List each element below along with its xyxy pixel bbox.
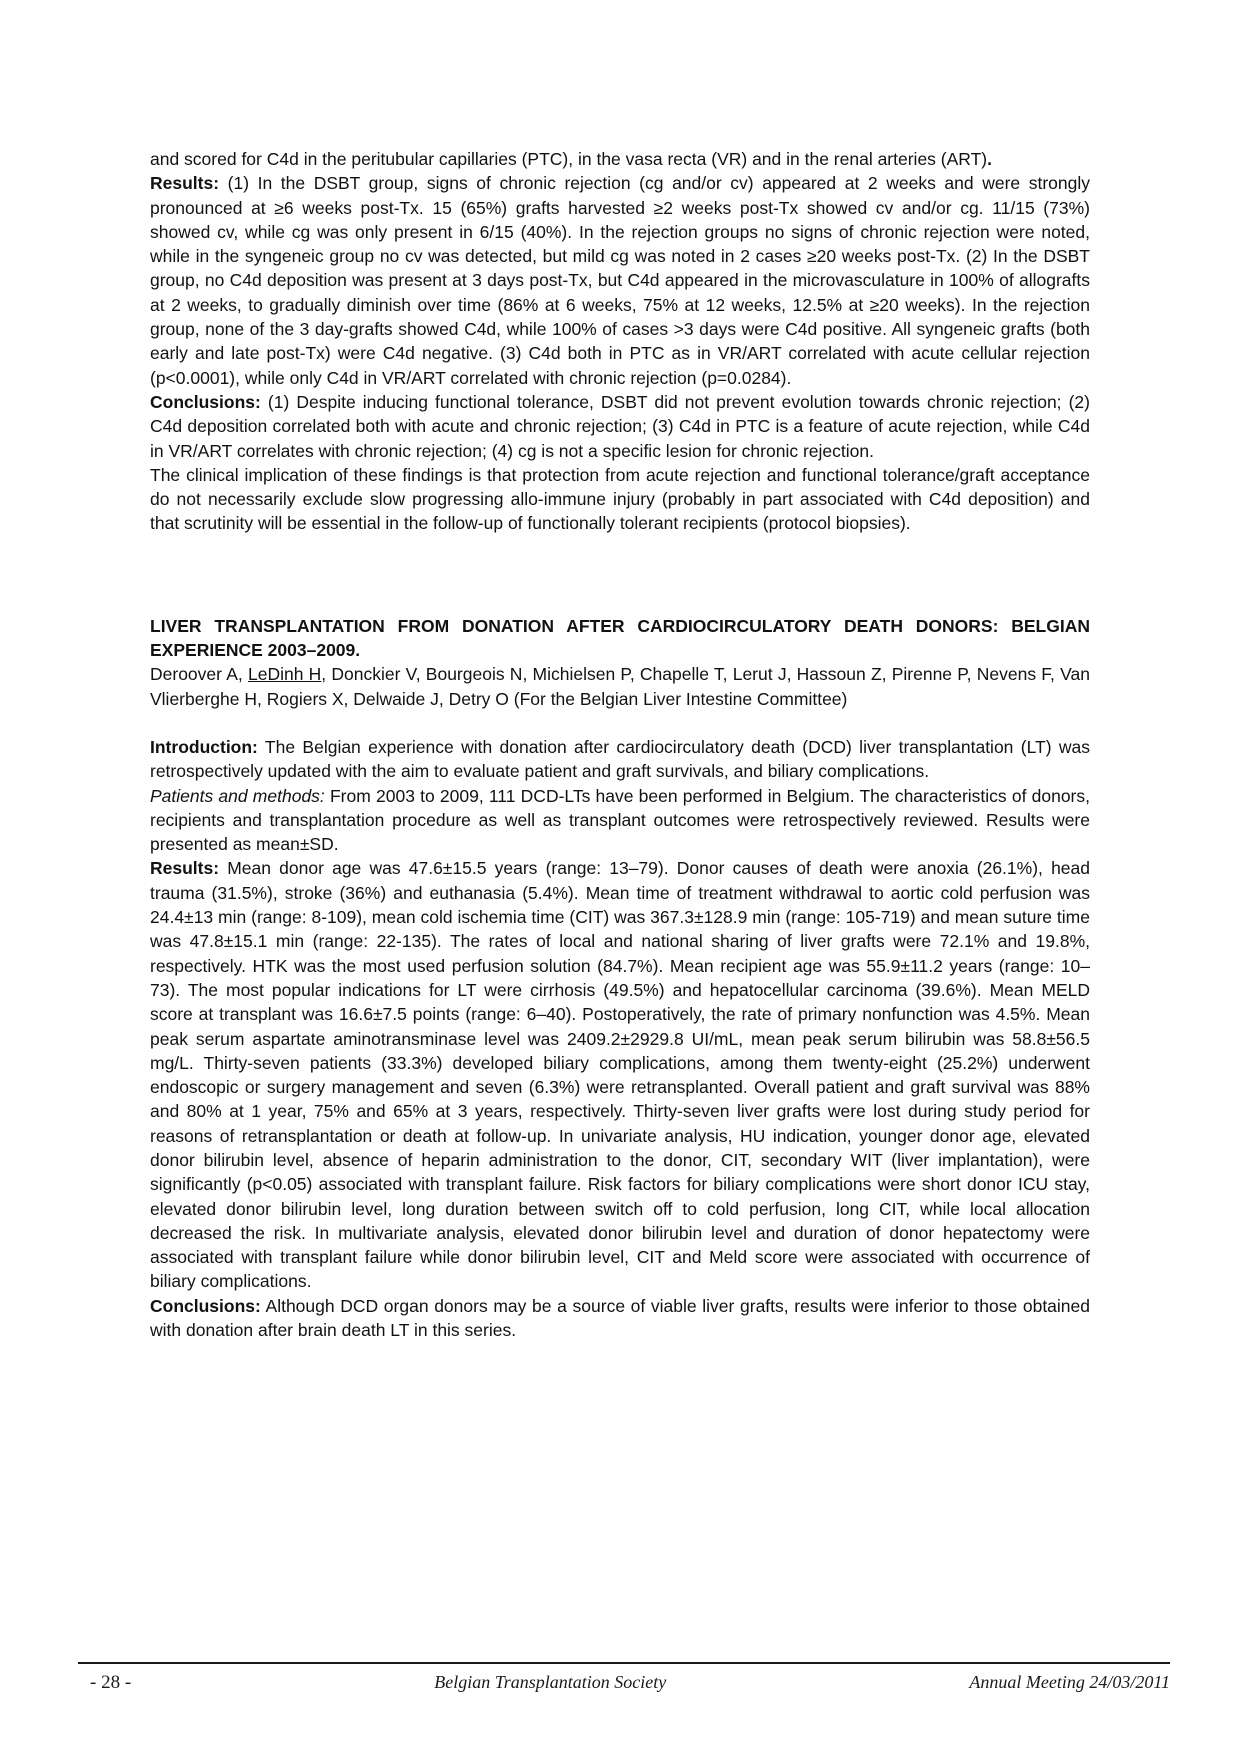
conclusions-label: Conclusions: (150, 391, 261, 412)
abstract2-conclusions-text: Although DCD organ donors may be a source of viable liver grafts, results were inferior to those obtained with donation after brain death LT in this series. (150, 1295, 1090, 1341)
abstract2-authors-part2: , Donckier V, Bourgeois N, Michielsen P, Chapelle T, Lerut J, Hassoun Z, Pirenne P, Nevens F, Van Vlierberghe H, Rogiers X, Delwaide J, Detry O (For the Belgian Liver Intestine Committee) (150, 664, 1090, 709)
abstract1-continuation-paragraph (150, 147, 1090, 171)
abstract-liver-dcd (150, 614, 1090, 1343)
abstract2-patients-methods-text: From 2003 to 2009, 111 DCD-LTs have been performed in Belgium. The characteristics of donors, recipients and transplantation procedure as well as transplant outcomes were retrospectively reviewed. Results were presented as mean±SD. (150, 785, 1090, 855)
abstract2-title: LIVER TRANSPLANTATION FROM DONATION AFTER CARDIOCIRCULATORY DEATH DONORS: BELGIAN EXPERIENCE 2003–2009. (150, 615, 1090, 661)
abstract1-continuation-text: and scored for C4d in the peritubular capillaries (PTC), in the vasa recta (VR) and in the renal arteries (ART) (150, 149, 988, 169)
results-label: Results: (150, 173, 220, 194)
footer-society-name: Belgian Transplantation Society (434, 1672, 667, 1692)
page-footer (78, 1672, 1170, 1694)
abstract1-implication-text: The clinical implication of these findings is that protection from acute rejection and functional tolerance/graft acceptance do not necessarily exclude slow progressing allo-immune injury (probably in part associated with C4d deposition) and that scrutinity will be essential in the follow-up of functionally tolerant recipients (protocol biopsies). (150, 464, 1090, 534)
abstract-renal-c4d-continued (150, 147, 1090, 536)
abstract1-continuation-period: . (987, 149, 993, 169)
abstract2-authors (150, 662, 1090, 711)
abstract2-results-paragraph (150, 856, 1090, 1293)
abstract1-implication-paragraph (150, 463, 1090, 536)
footer-rule (78, 1662, 1170, 1664)
results-label: Results: (150, 858, 220, 879)
abstract1-results-text: (1) In the DSBT group, signs of chronic rejection (cg and/or cv) appeared at 2 weeks and were strongly pronounced at ≥6 weeks post-Tx. 15 (65%) grafts harvested ≥2 weeks post-Tx showed cv and/or cg. 11/15 (73%) showed cv, while cg was only present in 6/15 (40%). In the rejection groups no signs of chronic rejection were noted, while in the syngeneic group no cv was detected, but mild cg was noted in 2 cases ≥20 weeks post-Tx. (2) In the DSBT group, no C4d deposition was present at 3 days post-Tx, but C4d appeared in the microvasculature in 100% of allografts at 2 weeks, to gradually diminish over time (86% at 6 weeks, 75% at 12 weeks, 12.5% at ≥20 weeks). In the rejection group, none of the 3 day-grafts showed C4d, while 100% of cases >3 days were C4d positive. All syngeneic grafts (both early and late post-Tx) were C4d negative. (3) C4d both in PTC as in VR/ART correlated with acute cellular rejection (p<0.0001), while only C4d in VR/ART correlated with chronic rejection (p=0.0284). (150, 173, 1090, 388)
abstract2-results-text: Mean donor age was 47.6±15.5 years (range: 13–79). Donor causes of death were anoxia (26.1%), head trauma (31.5%), stroke (36%) and euthanasia (5.4%). Mean time of treatment withdrawal to aortic cold perfusion was 24.4±13 min (range: 8-109), mean cold ischemia time (CIT) was 367.3±128.9 min (range: 105-719) and mean suture time was 47.8±15.1 min (range: 22-135). The rates of local and national sharing of liver grafts were 72.1% and 19.8%, respectively. HTK was the most used perfusion solution (84.7%). Mean recipient age was 55.9±11.2 years (range: 10–73). The most popular indications for LT were cirrhosis (49.5%) and hepatocellular carcinoma (39.6%). Mean MELD score at transplant was 16.6±7.5 points (range: 6–40). Postoperatively, the rate of primary nonfunction was 4.5%. Mean peak serum aspartate aminotransminase level was 2409.2±2929.8 UI/mL, mean peak serum bilirubin was 58.8±56.5 mg/L. Thirty-seven patients (33.3%) developed biliary complications, among them twenty-eight (25.2%) underwent endoscopic or surgery management and seven (6.3%) were retransplanted. Overall patient and graft survival was 88% and 80% at 1 year, 75% and 65% at 3 years, respectively. Thirty-seven liver grafts were lost during study period for reasons of retransplantation or death at follow-up. In univariate analysis, HU indication, younger donor age, elevated donor bilirubin level, absence of heparin administration to the donor, CIT, secondary WIT (liver implantation), were significantly (p<0.05) associated with transplant failure. Risk factors for biliary complications were short donor ICU stay, elevated donor bilirubin level, long duration between switch off to cold perfusion, long CIT, while local allocation decreased the risk. In multivariate analysis, elevated donor bilirubin level and duration of donor hepatectomy were associated with transplant failure while donor bilirubin level, CIT and Meld score were associated with occurrence of biliary complications. (150, 858, 1090, 1292)
abstract2-introduction-text: The Belgian experience with donation after cardiocirculatory death (DCD) liver transplantation (LT) was retrospectively updated with the aim to evaluate patient and graft survivals, and biliary complications. (150, 736, 1090, 782)
abstract2-author-underlined: LeDinh H (247, 664, 322, 685)
abstract2-conclusions-paragraph (150, 1294, 1090, 1343)
abstract1-conclusions-text: (1) Despite inducing functional tolerance, DSBT did not prevent evolution towards chronic rejection; (2) C4d deposition correlated both with acute and chronic rejection; (3) C4d in PTC is a feature of acute rejection, while C4d in VR/ART correlates with chronic rejection; (4) cg is not a specific lesion for chronic rejection. (150, 391, 1090, 461)
footer-meeting-date: Annual Meeting 24/03/2011 (969, 1672, 1170, 1692)
abstract2-introduction-paragraph (150, 735, 1090, 784)
patients-methods-label: Patients and methods: (150, 785, 325, 806)
page-body (150, 147, 1090, 1342)
page-number: - 28 - (90, 1672, 132, 1693)
introduction-label: Introduction: (150, 736, 258, 757)
abstract2-patients-methods-paragraph (150, 784, 1090, 857)
abstract1-results-paragraph (150, 171, 1090, 390)
conclusions-label: Conclusions: (150, 1295, 261, 1316)
abstract1-conclusions-paragraph (150, 390, 1090, 463)
abstract2-authors-part1: Deroover A, (150, 664, 248, 685)
